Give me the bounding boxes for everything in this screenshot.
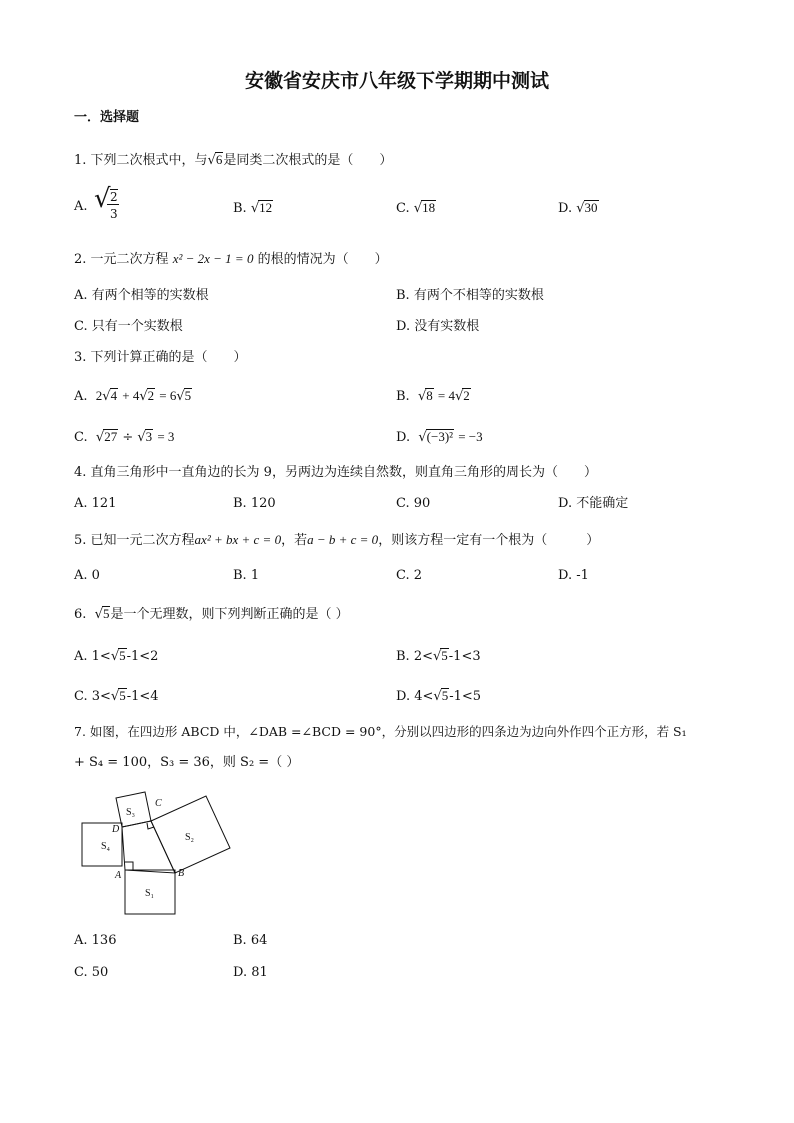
q7-option-d: D. 81 <box>233 965 268 980</box>
q7-option-b: B. 64 <box>233 933 268 948</box>
question-5-stem: 5. 已知一元二次方程ax² + bx + c = 0，若a − b + c = 0，则该方程一定有一个根为（ ） <box>74 532 600 548</box>
label-s3: S₃ <box>126 807 136 818</box>
q4-option-d: D. 不能确定 <box>558 496 629 511</box>
q5-option-c: C. 2 <box>396 568 423 583</box>
question-7-stem-line-1: 7. 如图，在四边形 ABCD 中，∠DAB =∠BCD = 90°，分别以四边形的四条边为边向外作四个正方形，若 S₁ <box>74 724 687 739</box>
q7-option-c: C. 50 <box>74 965 109 980</box>
q5-option-b: B. 1 <box>233 568 260 583</box>
q1-option-b: B. √12 <box>233 200 273 216</box>
question-4-stem: 4. 直角三角形中一直角边的长为 9，另两边为连续自然数，则直角三角形的周长为（ ） <box>74 465 597 480</box>
right-angle-mark-a <box>125 862 133 870</box>
q7-option-a: A. 136 <box>74 933 117 948</box>
label-s1: S₁ <box>145 888 155 899</box>
q6-option-d: D. 4<√5-1<5 <box>396 688 482 704</box>
q2-option-d: D. 没有实数根 <box>396 319 480 334</box>
q5-option-d: D. -1 <box>558 568 589 583</box>
label-c: C <box>155 798 162 809</box>
q1-option-a: A. <box>74 199 88 214</box>
question-1-stem: 1. 下列二次根式中，与√6是同类二次根式的是（ ） <box>74 152 393 168</box>
q2-option-a: A. 有两个相等的实数根 <box>74 288 209 303</box>
q5-option-a: A. 0 <box>74 568 100 583</box>
q7-figure <box>74 782 239 922</box>
q3-option-a: A. 2√4 + 4√2 = 6√5 <box>74 388 192 404</box>
q1-option-a-expr: √ 2 3 <box>94 184 118 221</box>
question-7-stem-line-2: + S₄ = 100，S₃ = 36，则 S₂ =（ ） <box>74 755 300 770</box>
label-a: A <box>115 870 122 881</box>
label-s4: S₄ <box>101 841 111 852</box>
q1-option-d: D. √30 <box>558 200 598 216</box>
q2-option-c: C. 只有一个实数根 <box>74 319 183 334</box>
q6-option-b: B. 2<√5-1<3 <box>396 648 481 664</box>
label-s2: S₂ <box>185 832 195 843</box>
label-b: B <box>178 868 185 879</box>
q3-option-d: D. √(−3)² = −3 <box>396 429 483 445</box>
label-d: D <box>112 824 120 835</box>
q1-option-c: C. √18 <box>396 200 436 216</box>
q4-option-c: C. 90 <box>396 496 431 511</box>
question-2-stem: 2. 一元二次方程 x² − 2x − 1 = 0 的根的情况为（ ） <box>74 251 388 267</box>
question-6-stem: 6. √5是一个无理数，则下列判断正确的是（ ） <box>74 606 349 622</box>
q6-option-a: A. 1<√5-1<2 <box>74 648 159 664</box>
question-3-stem: 3. 下列计算正确的是（ ） <box>74 350 247 365</box>
q4-option-a: A. 121 <box>74 496 117 511</box>
q6-option-c: C. 3<√5-1<4 <box>74 688 159 704</box>
q3-option-c: C. √27 ÷ √3 = 3 <box>74 429 175 445</box>
q2-option-b: B. 有两个不相等的实数根 <box>396 288 544 303</box>
section-heading: 一．选择题 <box>74 110 140 125</box>
q3-option-b: B. √8 = 4√2 <box>396 388 470 404</box>
q4-option-b: B. 120 <box>233 496 276 511</box>
page-title: 安徽省安庆市八年级下学期期中测试 <box>244 70 549 92</box>
